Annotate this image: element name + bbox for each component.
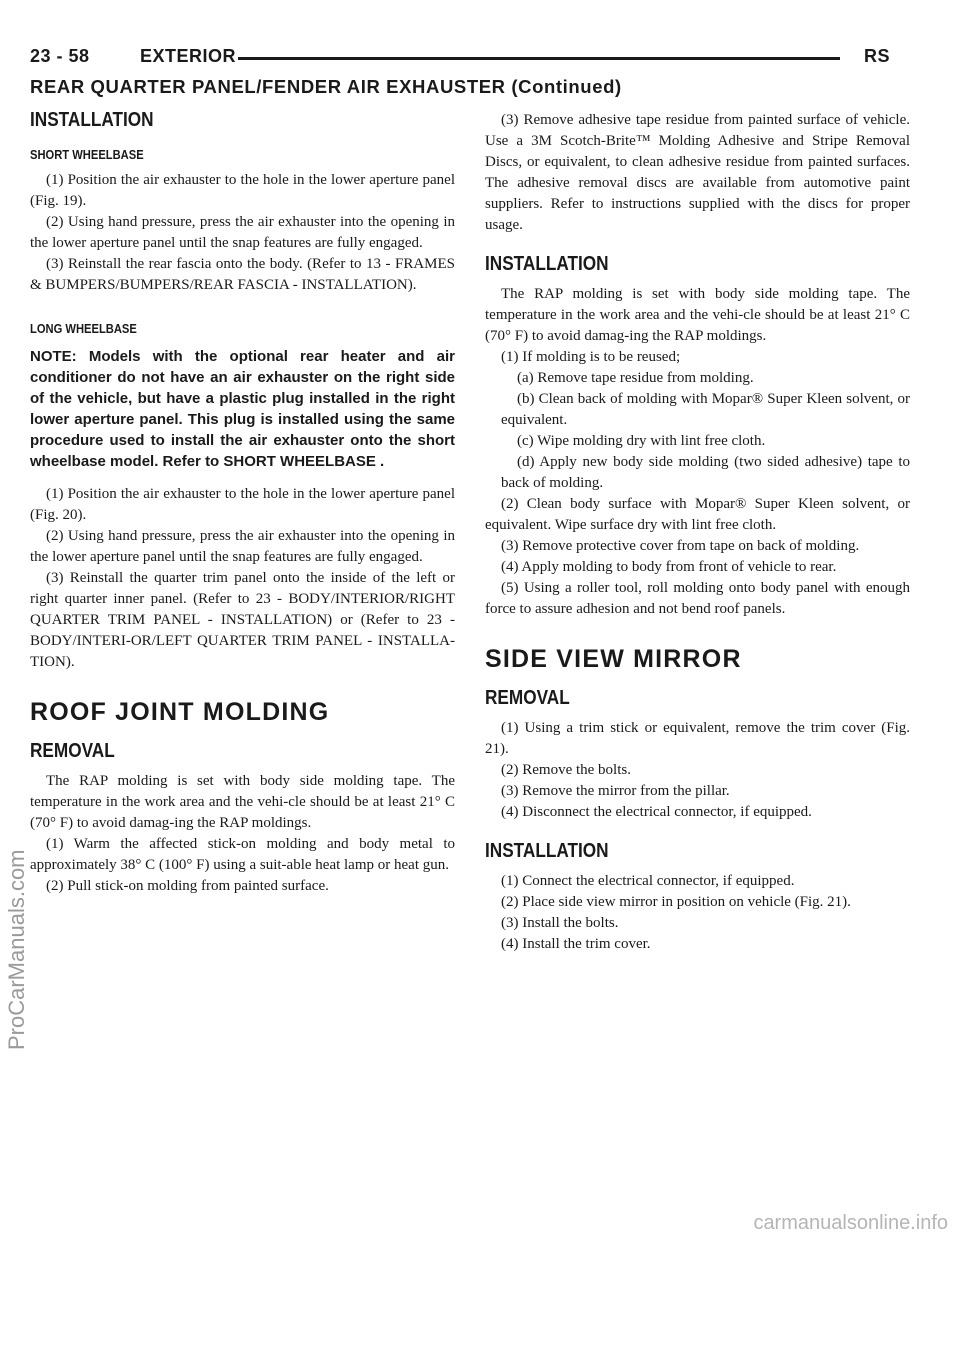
footer-url: carmanualsonline.info bbox=[753, 1212, 948, 1234]
step-text: (2) Using hand pressure, press the air exhauster into the opening in the lower aperture panel until the snap features are fully engaged. bbox=[30, 214, 455, 251]
step-text: (3) Remove protective cover from tape on back of molding. bbox=[501, 538, 860, 554]
step-text: (2) Remove the bolts. bbox=[501, 762, 631, 778]
step-text: (1) Warm the affected stick-on molding and body metal to approximately 38° C (100° F) using a suit-able heat lamp or heat gun. bbox=[30, 836, 455, 873]
intro-text: The RAP molding is set with body side molding tape. The temperature in the work area and the vehi-cle should be at least 21° C (70° F) to avoid damag-ing the RAP moldings. bbox=[485, 286, 910, 344]
section-name: EXTERIOR bbox=[140, 46, 237, 66]
step-text: (3) Reinstall the rear fascia onto the body. (Refer to 13 - FRAMES & BUMPERS/BUMPERS/REAR FASCIA - INSTALLATION). bbox=[30, 256, 455, 293]
installation-heading: INSTALLATION bbox=[485, 253, 609, 275]
header-rule bbox=[238, 57, 840, 60]
side-watermark bbox=[4, 849, 44, 1350]
step-text: (3) Remove the mirror from the pillar. bbox=[501, 783, 730, 799]
intro-text: The RAP molding is set with body side molding tape. The temperature in the work area and the vehi-cle should be at least 21° C (70° F) to avoid damag-ing the RAP moldings. bbox=[30, 773, 455, 831]
roof-joint-molding-heading: ROOF JOINT MOLDING bbox=[30, 698, 330, 726]
short-wheelbase-heading: SHORT WHEELBASE bbox=[30, 147, 144, 162]
removal-heading: REMOVAL bbox=[30, 740, 115, 762]
step-text: (1) Connect the electrical connector, if equipped. bbox=[501, 873, 795, 889]
step-text: (2) Place side view mirror in position on vehicle (Fig. 21). bbox=[501, 894, 851, 910]
note-text: NOTE: Models with the optional rear heater and air conditioner do not have an air exhauster on the right side of the vehicle, but have a plastic plug installed in the right lower aperture panel. This plug is installed using the same procedure used to install the air exhauster onto the short wheelbase model. Refer to SHORT WHEELBASE . bbox=[30, 348, 455, 470]
side-view-mirror-heading: SIDE VIEW MIRROR bbox=[485, 645, 742, 673]
watermark-text: ProCarManuals.com bbox=[4, 849, 29, 1050]
installation-heading: INSTALLATION bbox=[30, 109, 154, 131]
step-text: (4) Apply molding to body from front of vehicle to rear. bbox=[501, 559, 837, 575]
sub-step-text: (b) Clean back of molding with Mopar® Super Kleen solvent, or equivalent. bbox=[501, 391, 910, 428]
model-code: RS bbox=[863, 46, 890, 66]
page-number: 23 - 58 bbox=[30, 46, 90, 66]
running-title: REAR QUARTER PANEL/FENDER AIR EXHAUSTER (Continued) bbox=[30, 76, 622, 97]
sub-step-text: (d) Apply new body side molding (two sided adhesive) tape to back of molding. bbox=[501, 454, 910, 491]
step-text: (1) Using a trim stick or equivalent, remove the trim cover (Fig. 21). bbox=[485, 720, 910, 757]
right-column bbox=[485, 110, 910, 955]
step-text: (4) Disconnect the electrical connector, if equipped. bbox=[501, 804, 812, 820]
step-text: (3) Remove adhesive tape residue from painted surface of vehicle. Use a 3M Scotch-Brite™ Molding Adhesive and Stripe Removal Discs, or equivalent, to clean adhesive residue from painted surfaces. The adhesive removal discs are available from automotive paint suppliers. Refer to instructions supplied with the discs for proper usage. bbox=[485, 112, 910, 233]
mirror-installation-heading: INSTALLATION bbox=[485, 840, 609, 862]
step-text: (2) Using hand pressure, press the air exhauster into the opening in the lower aperture panel until the snap features are fully engaged. bbox=[30, 528, 455, 565]
step-text: (5) Using a roller tool, roll molding onto body panel with enough force to assure adhesion and not bend roof panels. bbox=[485, 580, 910, 617]
step-text: (2) Pull stick-on molding from painted surface. bbox=[46, 878, 329, 894]
step-text: (4) Install the trim cover. bbox=[501, 936, 651, 952]
sub-step-text: (c) Wipe molding dry with lint free cloth. bbox=[517, 433, 766, 449]
left-column bbox=[30, 108, 455, 897]
sub-step-text: (a) Remove tape residue from molding. bbox=[517, 370, 754, 386]
long-wheelbase-heading: LONG WHEELBASE bbox=[30, 321, 137, 336]
step-text: (3) Install the bolts. bbox=[501, 915, 619, 931]
mirror-removal-heading: REMOVAL bbox=[485, 687, 570, 709]
step-text: (1) Position the air exhauster to the hole in the lower aperture panel (Fig. 19). bbox=[30, 172, 455, 209]
step-text: (1) If molding is to be reused; bbox=[501, 349, 681, 365]
step-text: (2) Clean body surface with Mopar® Super Kleen solvent, or equivalent. Wipe surface dry with lint free cloth. bbox=[485, 496, 910, 533]
page-header bbox=[30, 46, 890, 72]
step-text: (1) Position the air exhauster to the hole in the lower aperture panel (Fig. 20). bbox=[30, 486, 455, 523]
step-text: (3) Reinstall the quarter trim panel onto the inside of the left or right quarter inner panel. (Refer to 23 - BODY/INTERIOR/RIGHT QUARTER TRIM PANEL - INSTALLATION) or (Refer to 23 - BODY/INTERI-OR/LEFT QUARTER TRIM PANEL - INSTALLA-TION). bbox=[30, 570, 455, 670]
